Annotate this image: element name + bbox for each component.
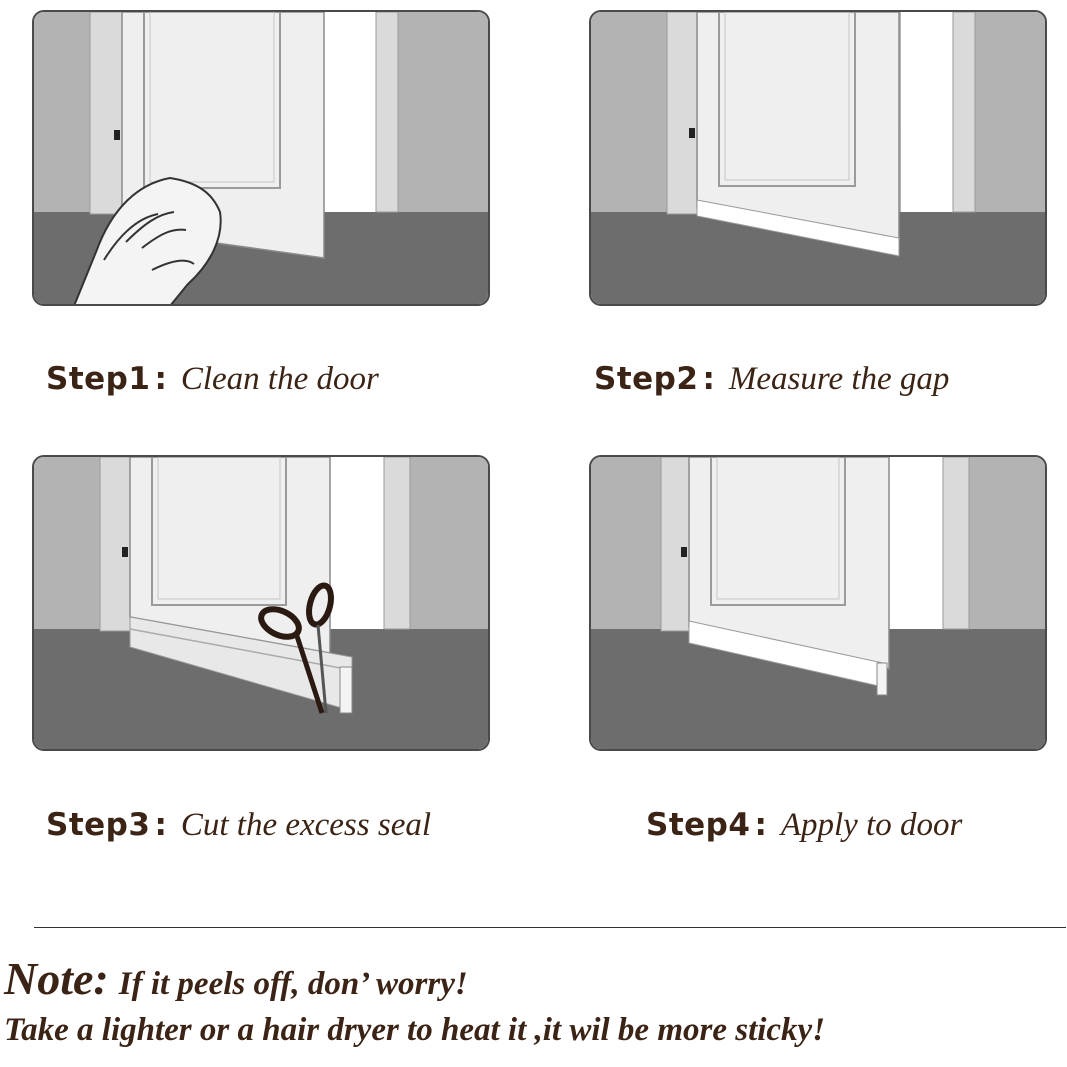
- step-instruction: Cut the excess seal: [180, 806, 432, 843]
- step-label: Step1: [46, 361, 151, 397]
- note-line-1: [4, 952, 468, 1005]
- step4-illustration: [589, 455, 1047, 751]
- step-instruction: Apply to door: [780, 806, 963, 843]
- step3-caption: [46, 800, 431, 850]
- step-colon: :: [154, 361, 167, 397]
- step-label: Step2: [594, 361, 699, 397]
- note-line-2: [4, 1012, 825, 1049]
- step1-caption: [46, 354, 379, 404]
- step2-caption: [594, 354, 949, 404]
- step4-caption: [646, 800, 962, 850]
- divider: [34, 927, 1066, 928]
- step-colon: :: [154, 807, 167, 843]
- note-line2-text: Take a lighter or a hair dryer to heat it ,it wil be more sticky!: [4, 1012, 826, 1048]
- step-label: Step4: [646, 807, 751, 843]
- step1-illustration: [32, 10, 490, 306]
- step-instruction: Clean the door: [180, 360, 379, 397]
- step3-illustration: [32, 455, 490, 751]
- step2-illustration: [589, 10, 1047, 306]
- step-instruction: Measure the gap: [728, 360, 950, 397]
- step-label: Step3: [46, 807, 151, 843]
- step-colon: :: [754, 807, 767, 843]
- step-colon: :: [702, 361, 715, 397]
- note-title: Note:: [4, 953, 109, 1004]
- note-line1-text: If it peels off, don’ worry!: [118, 966, 468, 1002]
